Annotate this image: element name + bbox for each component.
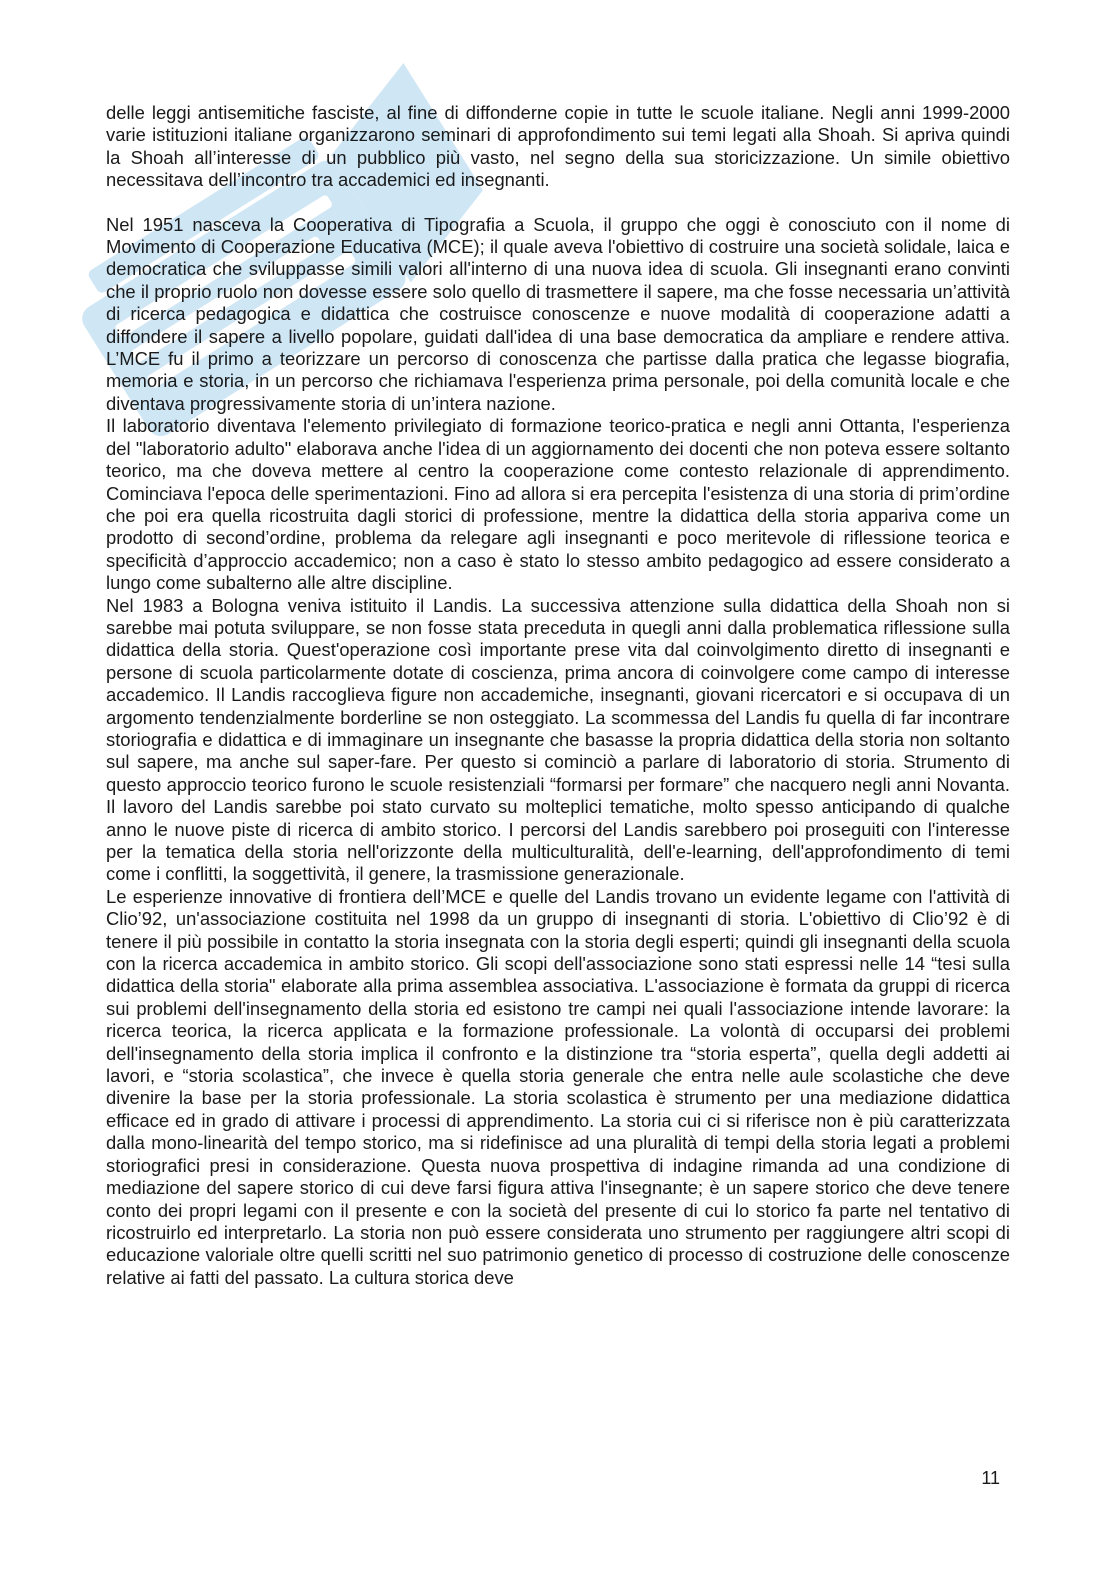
paragraph: Nel 1983 a Bologna veniva istituito il Landis. La successiva attenzione sulla didattica della Shoah non si sarebbe mai potuta sviluppare, se non fosse stata preceduta in quegli anni dalla problematica riflessione sulla didattica della storia. Quest'operazione così importante prese vita dal coinvolgimento diretto di insegnanti e persone di scuola particolarmente dotate di coscienza, prima ancora di coinvolgere come campo di interesse accademico. Il Landis raccoglieva figure non accademiche, insegnanti, giovani ricercatori e si occupava di un argomento tendenzialmente borderline se non osteggiato. La scommessa del Landis fu quella di far incontrare storiografia e didattica e di immaginare un insegnante che basasse la propria didattica della storia non soltanto sul sapere, ma anche sul saper-fare. Per questo si cominciò a parlare di laboratorio di storia. Strumento di questo approccio teorico furono le scuole resistenziali “formarsi per formare” che nacquero negli anni Novanta. Il lavoro del Landis sarebbe poi stato curvato su molteplici tematiche, molto spesso anticipando di qualche anno le nuove piste di ricerca di ambito storico. I percorsi del Landis sarebbero poi proseguiti con l'interesse per la tematica della storia nell'orizzonte della multiculturalità, dell'e-learning, dell'approfondimento di temi come i conflitti, la soggettività, il genere, la trasmissione generazionale. xyxy=(106,594,1010,885)
document-body xyxy=(106,102,1010,1289)
paragraph: Le esperienze innovative di frontiera dell’MCE e quelle del Landis trovano un evidente legame con l'attività di Clio’92, un'associazione costituita nel 1998 da un gruppo di insegnanti di storia. L'obiettivo di Clio’92 è di tenere il più possibile in contatto la storia insegnata con la storia degli esperti; quindi gli insegnanti della scuola con la ricerca accademica in ambito storico. Gli scopi dell'associazione sono stati espressi nelle 14 “tesi sulla didattica della storia" elaborate alla prima assemblea associativa. L'associazione è formata da gruppi di ricerca sui problemi dell'insegnamento della storia ed esistono tre campi nei quali l'associazione intende lavorare: la ricerca teorica, la ricerca applicata e la formazione professionale. La volontà di occuparsi dei problemi dell'insegnamento della storia implica il confronto e la distinzione tra “storia esperta”, quella degli addetti ai lavori, e “storia scolastica”, che invece è quella storia generale che entra nelle aule scolastiche che deve divenire la base per la storia professionale. La storia scolastica è strumento per una mediazione didattica efficace ed in grado di attivare i processi di apprendimento. La storia cui ci si riferisce non è più caratterizzata dalla mono-linearità del tempo storico, ma si ridefinisce ad una pluralità di tempi della storia legati a problemi storiografici presi in considerazione. Questa nuova prospettiva di indagine rimanda ad una condizione di mediazione del sapere storico di cui deve farsi figura attiva l'insegnante; è un sapere storico che deve tenere conto dei propri legami con il presente e con la società del presente di cui lo storico fa parte nel tentativo di ricostruirlo ed interpretarlo. La storia non può essere considerata uno strumento per raggiungere altri scopi di educazione valoriale oltre quelli scritti nel suo patrimonio genetico di processo di costruzione delle conoscenze relative ai fatti del passato. La cultura storica deve xyxy=(106,885,1010,1288)
paragraph: Il laboratorio diventava l'elemento privilegiato di formazione teorico-pratica e negli anni Ottanta, l'esperienza del "laboratorio adulto" elaborava anche l'idea di un aggiornamento dei docenti che non poteva essere soltanto teorico, ma che doveva mettere al centro la cooperazione come contesto relazionale di apprendimento. Cominciava l'epoca delle sperimentazioni. Fino ad allora si era percepita l'esistenza di una storia di prim’ordine che poi era quella ricostruita dagli storici di professione, mentre la didattica della storia appariva come un prodotto di second’ordine, problema da relegare agli insegnanti e poco meritevole di riflessione teorica e specificità d’approccio accademico; non a caso è stato lo stesso ambito pedagogico ad essere considerato a lungo come subalterno alle altre discipline. xyxy=(106,415,1010,594)
page-number: 11 xyxy=(981,1468,1000,1488)
paragraph: delle leggi antisemitiche fasciste, al fine di diffonderne copie in tutte le scuole italiane. Negli anni 1999-2000 varie istituzioni italiane organizzarono seminari di approfondimento sui temi legati alla Shoah. Si apriva quindi la Shoah all’interesse di un pubblico più vasto, nel segno della sua storicizzazione. Un simile obiettivo necessitava dell’incontro tra accademici ed insegnanti. xyxy=(106,102,1010,191)
paragraph: Nel 1951 nasceva la Cooperativa di Tipografia a Scuola, il gruppo che oggi è conosciuto con il nome di Movimento di Cooperazione Educativa (MCE); il quale aveva l'obiettivo di costruire una società solidale, laica e democratica che sviluppasse simili valori all'interno di una nuova idea di scuola. Gli insegnanti erano convinti che il proprio ruolo non dovesse essere solo quello di trasmettere il sapere, ma che fosse necessaria un’attività di ricerca pedagogica e didattica che costruisce conoscenze e nuove modalità di cooperazione adatti a diffondere il sapere a livello popolare, guidati dall'idea di una base democratica da ampliare e rendere attiva. L’MCE fu il primo a teorizzare un percorso di conoscenza che partisse dalla pratica che legasse biografia, memoria e storia, in un percorso che richiamava l'esperienza prima personale, poi della comunità locale e che diventava progressivamente storia di un’intera nazione. xyxy=(106,213,1010,414)
